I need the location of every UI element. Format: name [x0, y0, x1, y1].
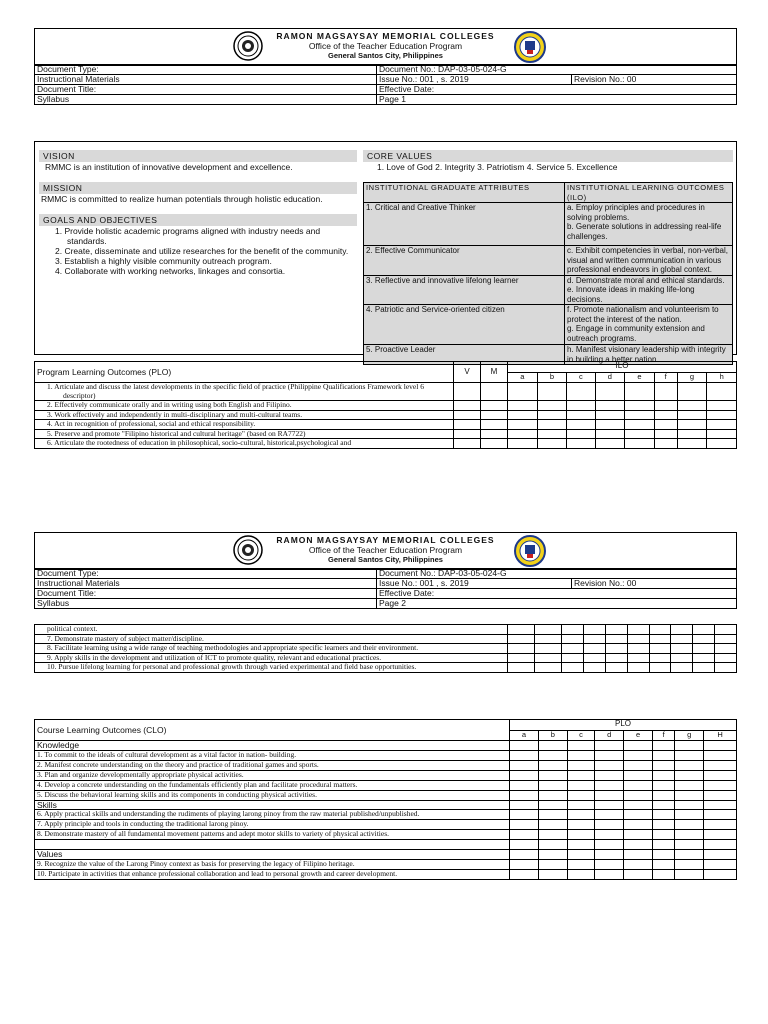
- goal-item: 1. Provide holistic academic programs aligned with industry needs and standards.: [55, 226, 321, 246]
- clo-mapping-cell: [538, 750, 567, 760]
- ilo-attribute: 3. Reflective and innovative lifelong learner: [364, 275, 565, 305]
- clo-section-label: Knowledge: [35, 741, 510, 751]
- clo-mapping-cell: [675, 780, 704, 790]
- clo-mapping-cell: [595, 750, 624, 760]
- clo-mapping-cell: [652, 840, 674, 850]
- clo-mapping-cell: [652, 780, 674, 790]
- clo-body: [35, 741, 737, 880]
- ilo-col-g: g: [677, 373, 707, 383]
- table-row: [35, 420, 737, 430]
- doc-title-label: Document Title:: [35, 85, 377, 95]
- clo-mapping-cell: [567, 830, 595, 840]
- vmgo-box: [34, 141, 737, 364]
- clo-text: 7. Apply principle and tools in conducting the traditional larong pinoy.: [35, 820, 510, 830]
- clo-mapping-cell: [595, 820, 624, 830]
- clo-mapping-cell: [624, 770, 653, 780]
- clo-title: Course Learning Outcomes (CLO): [35, 720, 510, 741]
- effective-date: Effective Date:: [377, 85, 737, 95]
- plo-col-a: a: [510, 731, 539, 741]
- clo-mapping-cell: [595, 810, 624, 820]
- clo-mapping-cell: [510, 770, 539, 780]
- clo-mapping-cell: [624, 810, 653, 820]
- clo-mapping-cell: [624, 741, 653, 751]
- clo-mapping-cell: [595, 869, 624, 879]
- plo-col-c: c: [567, 731, 595, 741]
- clo-mapping-cell: [538, 770, 567, 780]
- ilo-outcome: a. Employ principles and procedures in solving problems. b. Generate solutions in addressing real-life challenges.: [565, 203, 733, 246]
- page2-header: [34, 532, 737, 570]
- plo-table-page1: [34, 361, 737, 449]
- clo-mapping-cell: [567, 840, 595, 850]
- ilo-col-a: a: [508, 373, 538, 383]
- plo-col-g: g: [675, 731, 704, 741]
- mission-heading: MISSION: [39, 182, 357, 194]
- office-name: Office of the Teacher Education Program: [308, 41, 463, 51]
- table-row: [35, 869, 737, 879]
- college-name: RAMON MAGSAYSAY MEMORIAL COLLEGES: [276, 535, 495, 545]
- issue-no: Issue No.: 001 , s. 2019: [377, 75, 572, 85]
- doc-no: Document No.: DAP-03-05-024-G: [377, 65, 737, 75]
- clo-mapping-cell: [652, 741, 674, 751]
- clo-mapping-cell: [624, 840, 653, 850]
- table-row: [35, 401, 737, 411]
- page1-header: [34, 28, 737, 66]
- plo-col-f: f: [652, 731, 674, 741]
- table-row: [35, 840, 737, 850]
- ilo-table: [363, 182, 733, 365]
- doc-title-value: Syllabus: [35, 95, 377, 105]
- table-row: [35, 750, 737, 760]
- clo-mapping-cell: [704, 790, 737, 800]
- clo-mapping-cell: [704, 869, 737, 879]
- clo-mapping-cell: [652, 760, 674, 770]
- clo-mapping-cell: [510, 790, 539, 800]
- college-location: General Santos City, Philippines: [328, 555, 443, 564]
- clo-mapping-cell: [595, 800, 624, 810]
- clo-mapping-cell: [538, 800, 567, 810]
- clo-text: 9. Recognize the value of the Larong Pinoy context as basis for preserving the legacy of Filipino heritage.: [35, 859, 510, 869]
- college-name: RAMON MAGSAYSAY MEMORIAL COLLEGES: [276, 31, 495, 41]
- ilo-outcome: c. Exhibit competencies in verbal, non-verbal, visual and written communication in various professional endeavors in global context.: [565, 246, 733, 276]
- clo-mapping-cell: [595, 741, 624, 751]
- plo-m-header: M: [481, 362, 508, 383]
- clo-mapping-cell: [675, 850, 704, 860]
- clo-mapping-cell: [595, 840, 624, 850]
- clo-mapping-cell: [675, 810, 704, 820]
- clo-text: 10. Participate in activities that enhance professional collaboration and lead to personal growth and career development.: [35, 869, 510, 879]
- clo-section-label: Skills: [35, 800, 510, 810]
- clo-mapping-cell: [652, 810, 674, 820]
- clo-mapping-cell: [704, 741, 737, 751]
- clo-mapping-cell: [567, 770, 595, 780]
- clo-mapping-cell: [704, 800, 737, 810]
- clo-mapping-cell: [510, 840, 539, 850]
- clo-mapping-cell: [538, 850, 567, 860]
- ilo-col-h: h: [707, 373, 737, 383]
- clo-mapping-cell: [675, 790, 704, 800]
- clo-mapping-cell: [538, 820, 567, 830]
- clo-mapping-cell: [510, 760, 539, 770]
- plo-text: 8. Facilitate learning using a wide range of teaching methodologies and appropriate specific learners and their environment.: [35, 644, 508, 654]
- plo-col-h: H: [704, 731, 737, 741]
- clo-mapping-cell: [510, 741, 539, 751]
- plo-table-page2: [34, 624, 737, 673]
- clo-mapping-cell: [510, 830, 539, 840]
- clo-mapping-cell: [624, 780, 653, 790]
- clo-mapping-cell: [538, 741, 567, 751]
- ilo-header-attributes: INSTITUTIONAL GRADUATE ATTRIBUTES: [364, 183, 565, 203]
- clo-section-row: [35, 850, 737, 860]
- clo-mapping-cell: [624, 790, 653, 800]
- clo-text: 2. Manifest concrete understanding on the theory and practice of traditional games and sports.: [35, 760, 510, 770]
- ilo-attribute: 4. Patriotic and Service-oriented citizen: [364, 305, 565, 345]
- clo-mapping-cell: [624, 800, 653, 810]
- ilo-outcome: d. Demonstrate moral and ethical standards. e. Innovate ideas in making life-long decisions.: [565, 275, 733, 305]
- clo-mapping-cell: [704, 760, 737, 770]
- clo-mapping-cell: [567, 750, 595, 760]
- clo-mapping-cell: [624, 830, 653, 840]
- page1-meta-table: [34, 64, 737, 105]
- clo-mapping-cell: [704, 859, 737, 869]
- ilo-col-d: d: [595, 373, 625, 383]
- table-row: [35, 439, 737, 449]
- clo-mapping-cell: [652, 850, 674, 860]
- goal-item: 3. Establish a highly visible community outreach program.: [55, 256, 272, 266]
- core-values-heading: CORE VALUES: [363, 150, 733, 162]
- plo-text: 3. Work effectively and independently in multi-disciplinary and multi-cultural teams.: [35, 410, 454, 420]
- core-values-text: 1. Love of God 2. Integrity 3. Patriotism 4. Service 5. Excellence: [377, 162, 618, 172]
- plo-text: 5. Preserve and promote "Filipino historical and cultural heritage" (based on RA7722): [35, 429, 454, 439]
- table-row: [35, 810, 737, 820]
- page2-meta-table: [34, 568, 737, 609]
- clo-mapping-cell: [675, 869, 704, 879]
- clo-mapping-cell: [595, 830, 624, 840]
- doc-type-label: Document Type:: [35, 65, 377, 75]
- ilo-attribute: 2. Effective Communicator: [364, 246, 565, 276]
- effective-date: Effective Date:: [377, 589, 737, 599]
- clo-text: 8. Demonstrate mastery of all fundamental movement patterns and adept motor skills to variety of physical activities.: [35, 830, 510, 840]
- vmgo-left: [39, 150, 357, 276]
- program-logo-icon: [513, 30, 547, 64]
- clo-text: 6. Apply practical skills and understanding the rudiments of playing larong pinoy from the raw material published/unpublished.: [35, 810, 510, 820]
- clo-mapping-cell: [704, 850, 737, 860]
- clo-mapping-cell: [538, 859, 567, 869]
- plo-title: Program Learning Outcomes (PLO): [35, 362, 454, 383]
- clo-mapping-cell: [704, 750, 737, 760]
- clo-mapping-cell: [624, 750, 653, 760]
- table-row: [35, 770, 737, 780]
- plo-col-b: b: [538, 731, 567, 741]
- clo-mapping-cell: [510, 869, 539, 879]
- table-row: [35, 790, 737, 800]
- clo-plo-header: PLO: [510, 720, 737, 731]
- vision-heading: VISION: [39, 150, 357, 162]
- clo-mapping-cell: [624, 760, 653, 770]
- plo-text: 2. Effectively communicate orally and in writing using both English and Filipino.: [35, 401, 454, 411]
- clo-mapping-cell: [595, 859, 624, 869]
- plo-text: 10. Pursue lifelong learning for personal and professional growth through varied experimental and field base opportunities.: [35, 663, 508, 673]
- clo-mapping-cell: [675, 820, 704, 830]
- clo-mapping-cell: [595, 770, 624, 780]
- clo-mapping-cell: [652, 770, 674, 780]
- doc-type-value: Instructional Materials: [35, 579, 377, 589]
- program-logo-icon: [513, 534, 547, 568]
- clo-mapping-cell: [675, 800, 704, 810]
- vision-text: RMMC is an institution of innovative development and excellence.: [45, 162, 293, 172]
- clo-mapping-cell: [510, 780, 539, 790]
- plo-col-e: e: [624, 731, 653, 741]
- clo-mapping-cell: [675, 741, 704, 751]
- clo-mapping-cell: [567, 790, 595, 800]
- clo-mapping-cell: [652, 820, 674, 830]
- clo-mapping-cell: [595, 850, 624, 860]
- ilo-attribute: 1. Critical and Creative Thinker: [364, 203, 565, 246]
- clo-mapping-cell: [704, 770, 737, 780]
- clo-text: 1. To commit to the ideals of cultural development as a vital factor in nation- building.: [35, 750, 510, 760]
- vmgo-right: [363, 150, 733, 172]
- clo-mapping-cell: [538, 810, 567, 820]
- clo-mapping-cell: [567, 820, 595, 830]
- clo-mapping-cell: [675, 760, 704, 770]
- issue-no: Issue No.: 001 , s. 2019: [377, 579, 572, 589]
- page-number: Page 2: [377, 599, 737, 609]
- ilo-col-f: f: [654, 373, 677, 383]
- clo-mapping-cell: [595, 780, 624, 790]
- clo-text: 3. Plan and organize developmentally appropriate physical activities.: [35, 770, 510, 780]
- page-number: Page 1: [377, 95, 737, 105]
- table-row: [35, 820, 737, 830]
- clo-text: 4. Develop a concrete understanding on the fundamentals efficiently plan and facilitate procedural matters.: [35, 780, 510, 790]
- clo-mapping-cell: [624, 869, 653, 879]
- plo-text: political context.: [35, 625, 508, 635]
- clo-mapping-cell: [624, 820, 653, 830]
- goals-heading: GOALS AND OBJECTIVES: [39, 214, 357, 226]
- plo-text: 4. Act in recognition of professional, social and ethical responsibility.: [35, 420, 454, 430]
- table-row: [35, 383, 737, 401]
- table-row: [35, 625, 737, 635]
- goal-item: 4. Collaborate with working networks, linkages and consortia.: [55, 266, 286, 276]
- clo-mapping-cell: [567, 760, 595, 770]
- goal-item: 2. Create, disseminate and utilize researches for the benefit of the community.: [55, 246, 349, 256]
- clo-mapping-cell: [675, 840, 704, 850]
- plo-text: 7. Demonstrate mastery of subject matter/discipline.: [35, 634, 508, 644]
- doc-type-label: Document Type:: [35, 569, 377, 579]
- clo-mapping-cell: [675, 770, 704, 780]
- clo-mapping-cell: [652, 859, 674, 869]
- clo-mapping-cell: [538, 840, 567, 850]
- clo-mapping-cell: [704, 840, 737, 850]
- clo-table: [34, 719, 737, 880]
- clo-mapping-cell: [538, 869, 567, 879]
- clo-mapping-cell: [624, 850, 653, 860]
- clo-mapping-cell: [567, 850, 595, 860]
- plo-text: 6. Articulate the rootedness of education in philosophical, socio-cultural, historical,psychological and: [35, 439, 454, 449]
- plo-col-d: d: [595, 731, 624, 741]
- clo-section-row: [35, 741, 737, 751]
- clo-mapping-cell: [704, 820, 737, 830]
- clo-mapping-cell: [675, 750, 704, 760]
- clo-mapping-cell: [704, 810, 737, 820]
- clo-mapping-cell: [510, 750, 539, 760]
- ilo-outcome: f. Promote nationalism and volunteerism to protect the interest of the nation. g. Engage in community extension and outreach programs.: [565, 305, 733, 345]
- table-row: [35, 663, 737, 673]
- table-row: [35, 760, 737, 770]
- table-row: [35, 830, 737, 840]
- clo-mapping-cell: [624, 859, 653, 869]
- clo-mapping-cell: [538, 780, 567, 790]
- clo-mapping-cell: [567, 810, 595, 820]
- office-name: Office of the Teacher Education Program: [308, 545, 463, 555]
- clo-mapping-cell: [567, 780, 595, 790]
- ilo-col-e: e: [625, 373, 655, 383]
- plo-text: 9. Apply skills in the development and utilization of ICT to promote quality, relevant and educational practices.: [35, 653, 508, 663]
- mission-text: RMMC is committed to realize human potentials through holistic education.: [41, 194, 323, 204]
- clo-mapping-cell: [538, 790, 567, 800]
- ilo-outcome: h. Manifest visionary leadership with integrity in building a better nation.: [565, 345, 733, 365]
- clo-mapping-cell: [510, 859, 539, 869]
- doc-title-value: Syllabus: [35, 599, 377, 609]
- clo-mapping-cell: [704, 780, 737, 790]
- clo-mapping-cell: [652, 790, 674, 800]
- clo-mapping-cell: [652, 869, 674, 879]
- revision-no: Revision No.: 00: [572, 75, 737, 85]
- college-location: General Santos City, Philippines: [328, 51, 443, 60]
- clo-text: [35, 840, 510, 850]
- clo-mapping-cell: [567, 800, 595, 810]
- table-row: [35, 859, 737, 869]
- clo-mapping-cell: [652, 830, 674, 840]
- doc-type-value: Instructional Materials: [35, 75, 377, 85]
- clo-mapping-cell: [595, 790, 624, 800]
- clo-mapping-cell: [567, 859, 595, 869]
- doc-no: Document No.: DAP-03-05-024-G: [377, 569, 737, 579]
- clo-mapping-cell: [538, 760, 567, 770]
- clo-mapping-cell: [538, 830, 567, 840]
- clo-mapping-cell: [567, 741, 595, 751]
- ilo-col-b: b: [537, 373, 567, 383]
- plo-v-header: V: [454, 362, 481, 383]
- clo-mapping-cell: [510, 850, 539, 860]
- clo-mapping-cell: [675, 859, 704, 869]
- clo-text: 5. Discuss the behavioral learning skills and its components in conducting physical activities.: [35, 790, 510, 800]
- clo-mapping-cell: [510, 820, 539, 830]
- clo-mapping-cell: [652, 750, 674, 760]
- ilo-col-c: c: [567, 373, 595, 383]
- ilo-attribute: 5. Proactive Leader: [364, 345, 565, 365]
- plo-ilo-header: ILO: [508, 362, 737, 373]
- clo-mapping-cell: [652, 800, 674, 810]
- revision-no: Revision No.: 00: [572, 579, 737, 589]
- clo-mapping-cell: [567, 869, 595, 879]
- clo-mapping-cell: [510, 800, 539, 810]
- clo-mapping-cell: [510, 810, 539, 820]
- clo-mapping-cell: [675, 830, 704, 840]
- ilo-header-outcomes: INSTITUTIONAL LEARNING OUTCOMES (ILO): [565, 183, 733, 203]
- table-row: [35, 644, 737, 654]
- table-row: [35, 780, 737, 790]
- plo-text: 1. Articulate and discuss the latest developments in the specific field of practice (Philippine Qualifications Framework level 6 descriptor): [35, 383, 454, 401]
- clo-mapping-cell: [595, 760, 624, 770]
- clo-mapping-cell: [704, 830, 737, 840]
- clo-section-label: Values: [35, 850, 510, 860]
- doc-title-label: Document Title:: [35, 589, 377, 599]
